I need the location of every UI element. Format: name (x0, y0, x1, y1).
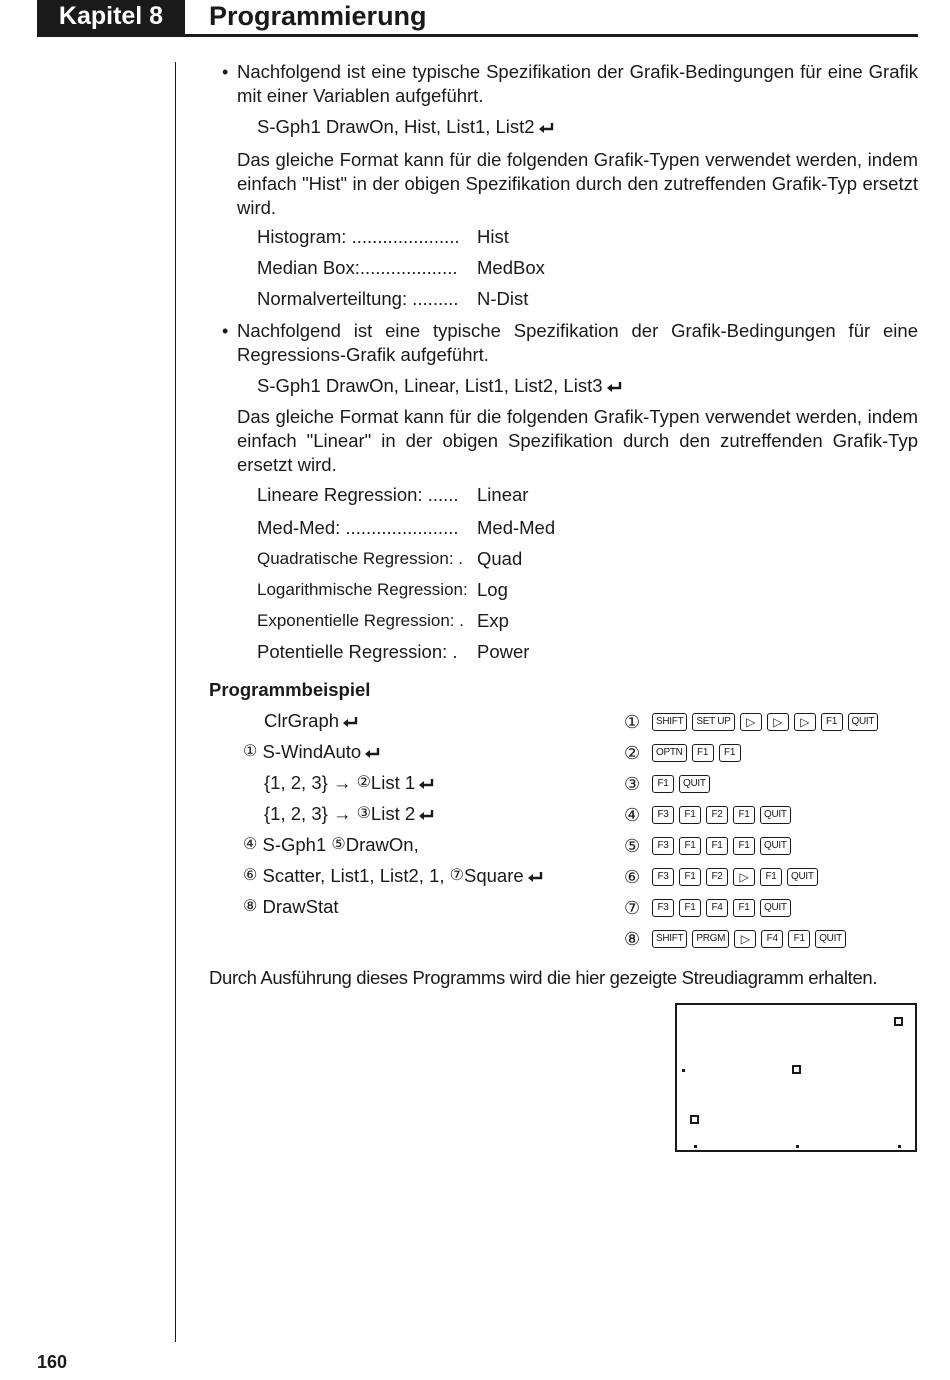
bullet1-text: Nachfolgend ist eine typische Spezifikation der Grafik-Bedingungen für eine Grafik mit einer Variablen aufgeführt. (237, 61, 918, 106)
calculator-key: F3 (652, 868, 674, 886)
type-value: Hist (477, 226, 509, 247)
step-marker: ⑤ (331, 836, 346, 853)
type-label: Lineare Regression: ...... (257, 484, 459, 505)
program-code: Scatter, List1, List2, 1, (262, 865, 445, 886)
program-line-1 (264, 709, 358, 733)
calculator-key: F1 (652, 775, 674, 793)
type-label: Potentielle Regression: . (257, 641, 458, 662)
result-text: Durch Ausführung dieses Programms wird die hier gezeigte Streudiagramm erhalten. (209, 967, 878, 988)
step-marker: ① (243, 743, 258, 760)
plot-point (793, 1066, 800, 1073)
program-code: DrawOn, (345, 834, 419, 855)
bullet-marker: • (222, 62, 229, 82)
program-line-4 (264, 802, 434, 826)
example-heading: Programmbeispiel (209, 679, 371, 700)
calculator-key: SHIFT (652, 930, 687, 948)
program-line-6 (243, 864, 543, 888)
step-number: ⑧ (624, 929, 641, 950)
axis-tick (682, 1069, 685, 1072)
program-code: DrawStat (262, 896, 339, 917)
calculator-key: F1 (733, 837, 755, 855)
calculator-key: F2 (706, 806, 728, 824)
calculator-key: ▷ (794, 713, 816, 731)
calculator-key: QUIT (787, 868, 818, 886)
axis-tick (694, 1145, 697, 1148)
key-sequence-row (624, 771, 715, 796)
type-label: Histogram: ..................... (257, 226, 460, 247)
step-number: ① (624, 712, 641, 733)
type-label: Median Box:................... (257, 257, 458, 278)
calculator-key: F1 (733, 899, 755, 917)
calculator-key: QUIT (848, 713, 879, 731)
calculator-screen (675, 1003, 917, 1152)
calculator-key: F3 (652, 899, 674, 917)
bullet2-example-text: S-Gph1 DrawOn, Linear, List1, List2, List3 (257, 375, 603, 396)
type-label: Quadratische Regression: . (257, 549, 463, 568)
calculator-key: F1 (692, 744, 714, 762)
program-code: List 1 (370, 772, 416, 793)
calculator-key: F1 (760, 868, 782, 886)
program-line-7 (243, 895, 339, 919)
page-number: 160 (37, 1352, 68, 1372)
axis-tick (796, 1145, 799, 1148)
calculator-key: F1 (733, 806, 755, 824)
program-code: Square (463, 865, 524, 886)
calculator-key: F3 (652, 837, 674, 855)
key-sequence-row (624, 926, 851, 951)
step-marker: ⑥ (243, 867, 258, 884)
bullet2-note: Das gleiche Format kann für die folgenden Grafik-Typen verwendet werden, indem einfach "Linear" in der obigen Spezifikation durch den zutreffenden Grafik-Typ ersetzt wird. (237, 406, 918, 475)
key-sequence-row (624, 833, 796, 858)
calculator-key: QUIT (760, 899, 791, 917)
step-marker: ③ (356, 805, 371, 822)
calculator-key: SHIFT (652, 713, 687, 731)
return-icon (538, 122, 554, 134)
program-line-2 (243, 740, 380, 764)
type-value: MedBox (477, 257, 545, 278)
calculator-key: F4 (761, 930, 783, 948)
step-marker: ⑧ (243, 898, 258, 915)
calculator-key: ▷ (767, 713, 789, 731)
calculator-key: SET UP (692, 713, 734, 731)
calculator-key: ▷ (740, 713, 762, 731)
key-sequence-row (624, 802, 796, 827)
program-code: {1, 2, 3} → (264, 772, 352, 793)
step-number: ⑦ (624, 898, 641, 919)
bullet1-note: Das gleiche Format kann für die folgenden Grafik-Typen verwendet werden, indem einfach "Hist" in der obigen Spezifikation durch den zutreffenden Grafik-Typ ersetzt wird. (237, 149, 918, 218)
calculator-key: F3 (652, 806, 674, 824)
calculator-key: ▷ (733, 868, 755, 886)
type-label: Logarithmische Regression: (257, 580, 468, 599)
step-marker: ④ (243, 836, 258, 853)
type-label: Med-Med: ...................... (257, 517, 459, 538)
step-number: ③ (624, 774, 641, 795)
bullet1-example-text: S-Gph1 DrawOn, Hist, List1, List2 (257, 116, 535, 137)
type-value: Linear (477, 484, 529, 505)
calculator-key: F1 (719, 744, 741, 762)
calculator-key: F1 (679, 899, 701, 917)
step-number: ④ (624, 805, 641, 826)
program-code: S-WindAuto (262, 741, 362, 762)
calculator-key: ▷ (734, 930, 756, 948)
type-value: Exp (477, 610, 509, 631)
step-number: ⑥ (624, 867, 641, 888)
bullet2-text: Nachfolgend ist eine typische Spezifikation der Grafik-Bedingungen für eine Regressions-Grafik aufgeführt. (237, 320, 918, 365)
plot-point (691, 1116, 698, 1123)
header-rule (37, 34, 918, 37)
key-sequence-row (624, 709, 883, 734)
calculator-key: QUIT (760, 837, 791, 855)
scatter-plot (677, 1005, 915, 1150)
calculator-key: PRGM (692, 930, 729, 948)
margin-rule (175, 62, 176, 1342)
calculator-key: QUIT (815, 930, 846, 948)
calculator-key: F1 (679, 868, 701, 886)
calculator-key: F2 (706, 868, 728, 886)
calculator-key: QUIT (679, 775, 710, 793)
bullet1-example (257, 115, 554, 139)
program-code: {1, 2, 3} → (264, 803, 352, 824)
type-value: Quad (477, 548, 523, 569)
page-title: Programmierung (209, 1, 427, 31)
type-value: N-Dist (477, 288, 529, 309)
chapter-tab: Kapitel 8 (37, 0, 185, 34)
calculator-key: F1 (679, 837, 701, 855)
key-sequence-row (624, 895, 796, 920)
return-icon (527, 871, 543, 883)
return-icon (606, 381, 622, 393)
step-number: ⑤ (624, 836, 641, 857)
step-number: ② (624, 743, 641, 764)
program-code: ClrGraph (264, 710, 340, 731)
return-icon (364, 747, 380, 759)
calculator-key: F1 (788, 930, 810, 948)
calculator-key: QUIT (760, 806, 791, 824)
key-sequence-row (624, 864, 823, 889)
step-marker: ② (356, 774, 371, 791)
program-code: List 2 (370, 803, 416, 824)
calculator-key: F4 (706, 899, 728, 917)
key-sequence-row (624, 740, 746, 765)
plot-point (895, 1018, 902, 1025)
type-value: Log (477, 579, 508, 600)
axis-tick (898, 1145, 901, 1148)
type-value: Med-Med (477, 517, 556, 538)
bullet-marker: • (222, 321, 229, 341)
program-code: S-Gph1 (262, 834, 327, 855)
return-icon (342, 716, 358, 728)
program-line-5 (243, 833, 419, 857)
calculator-key: F1 (679, 806, 701, 824)
calculator-key: F1 (821, 713, 843, 731)
bullet2-example (257, 374, 622, 398)
type-label: Exponentielle Regression: . (257, 611, 464, 630)
return-icon (418, 809, 434, 821)
calculator-key: OPTN (652, 744, 687, 762)
type-value: Power (477, 641, 530, 662)
step-marker: ⑦ (449, 867, 464, 884)
calculator-key: F1 (706, 837, 728, 855)
program-line-3 (264, 771, 434, 795)
type-label: Normalverteiltung: ......... (257, 288, 459, 309)
return-icon (418, 778, 434, 790)
